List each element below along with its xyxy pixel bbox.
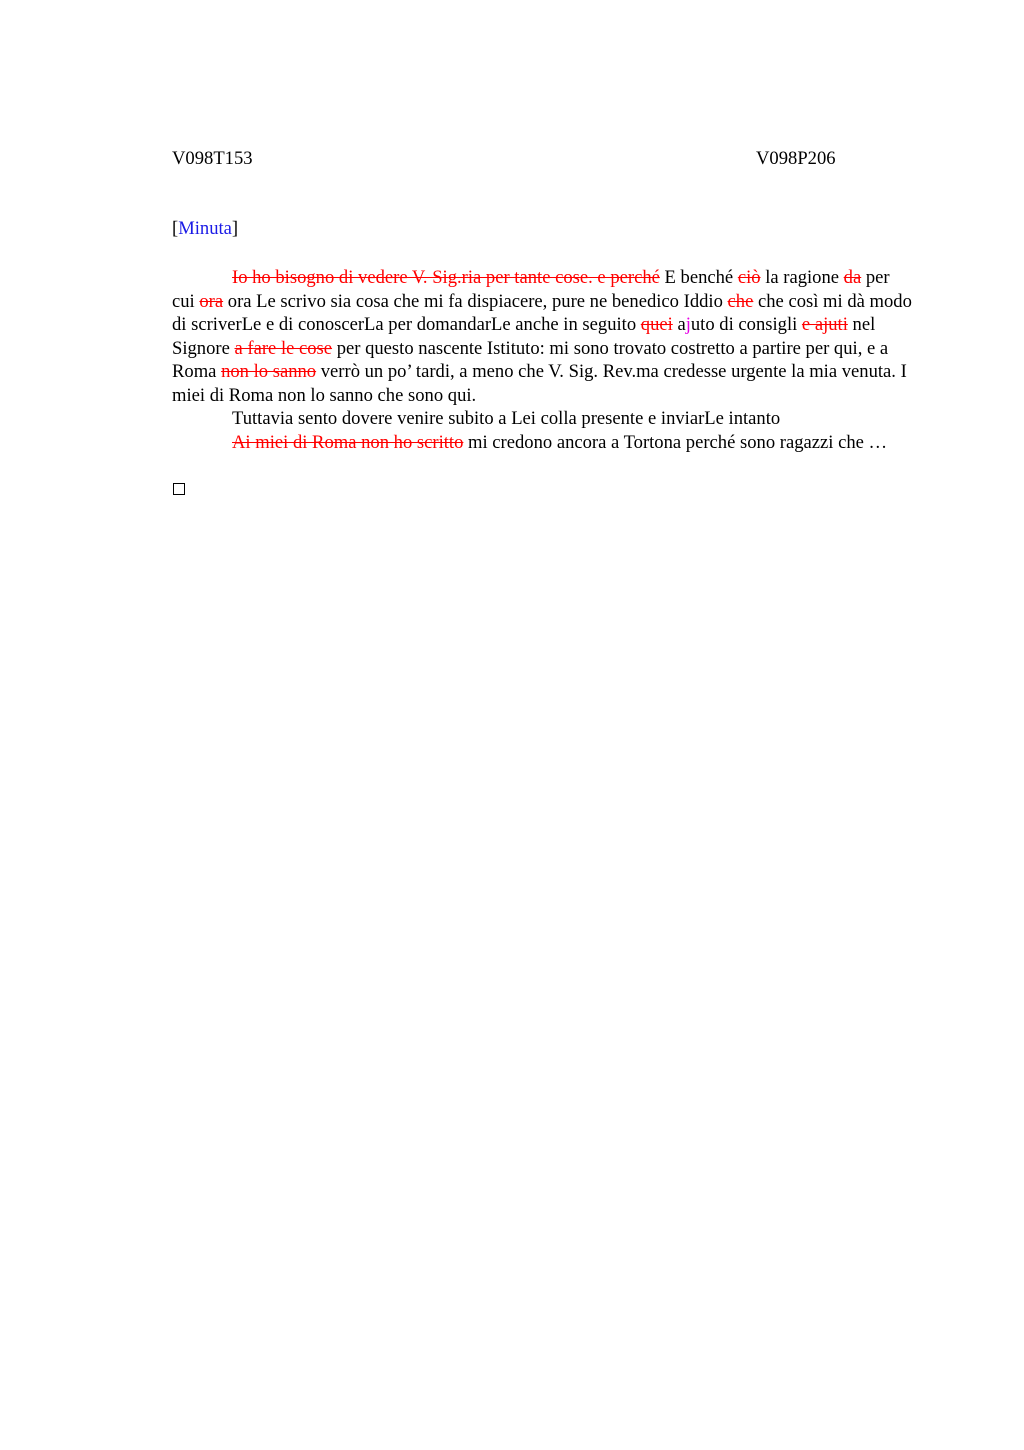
text-run: Tuttavia sento dovere venire subito a Lei colla presente e inviarLe intanto xyxy=(232,408,781,429)
deleted-text: e ajuti xyxy=(801,314,848,335)
letter-paragraph xyxy=(172,266,912,407)
text-run: E benché xyxy=(659,267,738,288)
deleted-text: che xyxy=(727,290,754,312)
letter-paragraph xyxy=(172,431,912,455)
minuta-word: Minuta xyxy=(178,218,232,239)
close-bracket: ] xyxy=(231,218,239,239)
text-run: mi credono ancora a Tortona perché sono ragazzi che … xyxy=(463,431,888,453)
deleted-text: Io ho bisogno di vedere V. Sig.ria per tante cose. e perché xyxy=(232,267,660,288)
text-run: uto di consigli xyxy=(690,314,802,335)
deleted-text: ciò xyxy=(737,267,761,288)
deleted-text: da xyxy=(843,267,862,288)
text-run: per questo nascente Istituto: mi sono trovato costretto a partire per qui, e a Roma xyxy=(172,337,889,382)
document-type-label xyxy=(172,218,238,240)
deleted-text: a fare le cose xyxy=(234,337,333,359)
text-run: nel Signore xyxy=(172,314,876,359)
letter-paragraph xyxy=(172,407,912,431)
text-run: per cui xyxy=(172,267,890,312)
text-run: la ragione xyxy=(760,267,844,288)
deleted-text: non lo sanno xyxy=(221,361,317,382)
deleted-text: ora xyxy=(199,290,224,312)
text-run: verrò un po’ tardi, a meno che V. Sig. Rev.ma credesse urgente la mia venuta. I miei di Roma non lo sanno che sono qui. xyxy=(172,361,907,406)
text-run: a xyxy=(672,314,686,335)
deleted-text: Ai miei di Roma non ho scritto xyxy=(232,431,464,453)
text-run: ora Le scrivo sia cosa che mi fa dispiacere, pure ne benedico Iddio xyxy=(223,290,728,312)
document-code-right: V098P206 xyxy=(756,148,836,169)
deleted-text: quei xyxy=(640,314,673,335)
empty-square-icon xyxy=(173,483,185,495)
letter-body xyxy=(172,266,912,454)
inserted-text: j xyxy=(685,314,691,335)
document-code-left: V098T153 xyxy=(172,148,253,169)
text-run: che così mi dà modo di scriverLe e di conoscerLa per domandarLe anche in seguito xyxy=(172,290,912,335)
open-bracket: [ xyxy=(172,218,179,239)
